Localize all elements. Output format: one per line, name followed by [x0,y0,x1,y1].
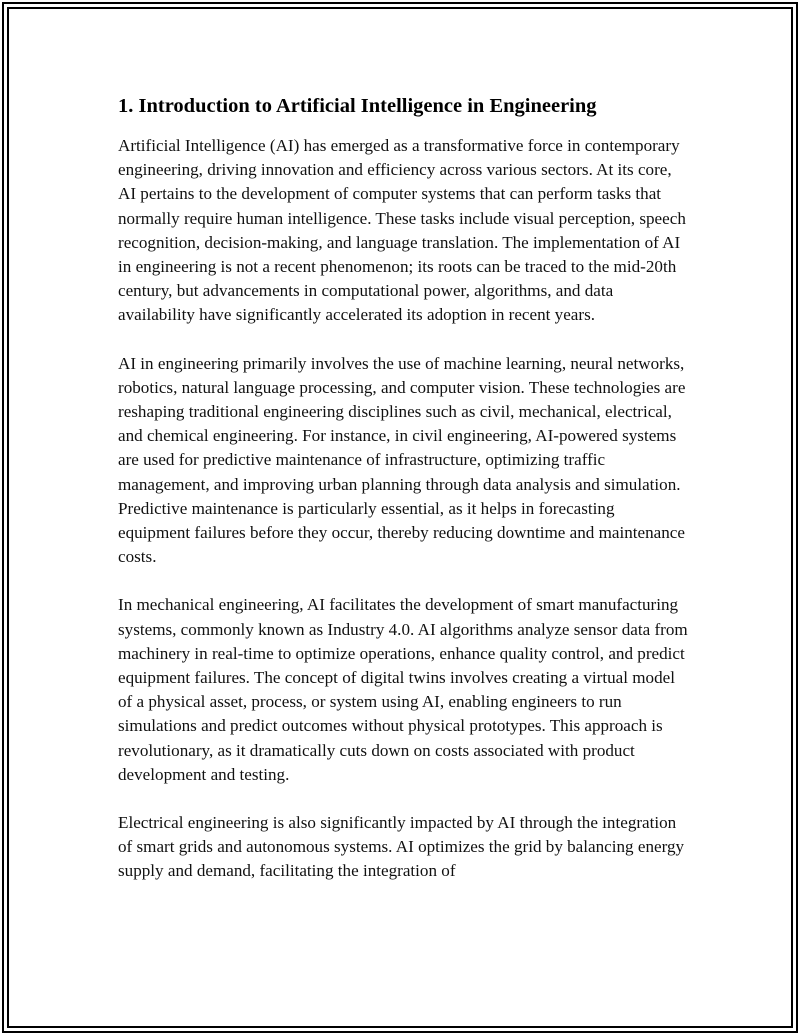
paragraph-3: In mechanical engineering, AI facilitates the development of smart manufacturing systems, commonly known as Industry 4.0. AI algorithms analyze sensor data from machinery in real-time to optimize operations, enhance quality control, and predict equipment failures. The concept of digital twins involves creating a virtual model of a physical asset, process, or system using AI, enabling engineers to run simulations and predict outcomes without physical prototypes. This approach is revolutionary, as it dramatically cuts down on costs associated with product development and testing. [118,595,688,784]
paragraph-4: Electrical engineering is also significantly impacted by AI through the integration of smart grids and autonomous systems. AI optimizes the grid by balancing energy supply and demand, facilitating the integration of [118,813,685,881]
paragraph-1: Artificial Intelligence (AI) has emerged as a transformative force in contemporary engineering, driving innovation and efficiency across various sectors. At its core, AI pertains to the development of computer systems that can perform tasks that normally require human intelligence. These tasks include visual perception, speech recognition, decision-making, and language translation. The implementation of AI in engineering is not a recent phenomenon; its roots can be traced to the mid-20th century, but advancements in computational power, algorithms, and data availability have significantly accelerated its adoption in recent years. [118,136,686,325]
section-heading: 1. Introduction to Artificial Intelligence in Engineering [118,95,597,117]
paragraph-2: AI in engineering primarily involves the use of machine learning, neural networks, robotics, natural language processing, and computer vision. These technologies are reshaping traditional engineering disciplines such as civil, mechanical, electrical, and chemical engineering. For instance, in civil engineering, AI-powered systems are used for predictive maintenance of infrastructure, optimizing traffic management, and improving urban planning through data analysis and simulation. Predictive maintenance is particularly essential, as it helps in forecasting equipment failures before they occur, thereby reducing downtime and maintenance costs. [118,353,686,567]
document-body [118,92,690,908]
